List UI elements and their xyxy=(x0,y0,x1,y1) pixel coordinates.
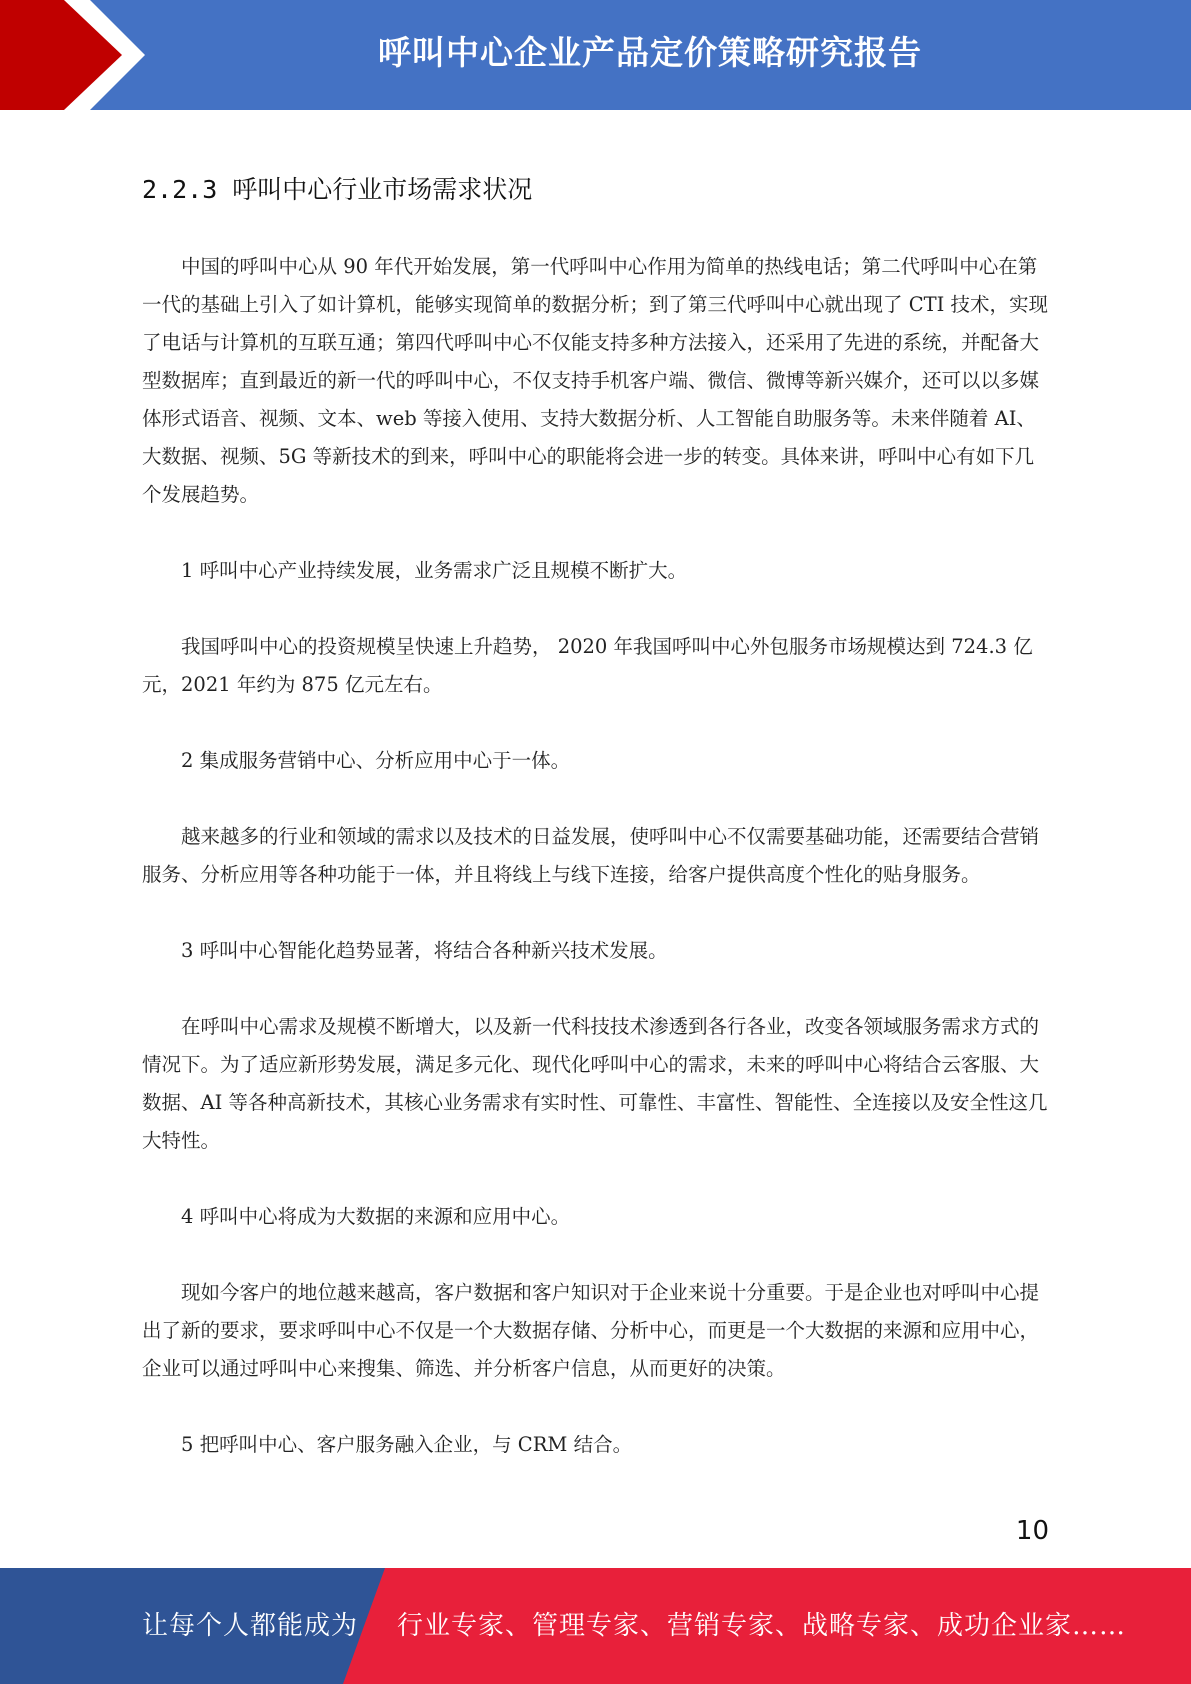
header-arrow-decoration xyxy=(0,0,150,110)
header-banner xyxy=(0,0,1191,110)
footer-slogan-right: 行业专家、管理专家、营销专家、战略专家、成功企业家…… xyxy=(397,1611,1127,1641)
trend-heading-4: 4 呼叫中心将成为大数据的来源和应用中心。 xyxy=(181,1205,571,1228)
trend-heading-3: 3 呼叫中心智能化趋势显著，将结合各种新兴技术发展。 xyxy=(181,939,668,962)
trend-heading-5: 5 把呼叫中心、客户服务融入企业，与 CRM 结合。 xyxy=(181,1433,633,1456)
paragraph-trend-1: 我国呼叫中心的投资规模呈快速上升趋势， 2020 年我国呼叫中心外包服务市场规模达到 724.3 亿元，2021 年约为 875 亿元左右。 xyxy=(142,635,1033,696)
body-content xyxy=(142,248,1050,1502)
paragraph-trend-3: 在呼叫中心需求及规模不断增大，以及新一代科技技术渗透到各行各业，改变各领域服务需求方式的情况下。为了适应新形势发展，满足多元化、现代化呼叫中心的需求，未来的呼叫中心将结合云客服、大数据、AI 等各种高新技术，其核心业务需求有实时性、可靠性、丰富性、智能性、全连接以及安全性这几大特性。 xyxy=(142,1015,1048,1152)
paragraph-intro: 中国的呼叫中心从 90 年代开始发展，第一代呼叫中心作用为简单的热线电话；第二代呼叫中心在第一代的基础上引入了如计算机，能够实现简单的数据分析；到了第三代呼叫中心就出现了 CTI 技术，实现了电话与计算机的互联互通；第四代呼叫中心不仅能支持多种方法接入，还采用了先进的系统，并配备大型数据库；直到最近的新一代的呼叫中心，不仅支持手机客户端、微信、微博等新兴媒介，还可以以多媒体形式语音、视频、文本、web 等接入使用、支持大数据分析、人工智能自助服务等。未来伴随着 AI、大数据、视频、5G 等新技术的到来，呼叫中心的职能将会进一步的转变。具体来讲，呼叫中心有如下几个发展趋势。 xyxy=(142,255,1049,506)
footer-banner xyxy=(0,1568,1191,1684)
trend-heading-2: 2 集成服务营销中心、分析应用中心于一体。 xyxy=(181,749,571,772)
footer-slogan-left: 让每个人都能成为 xyxy=(142,1611,359,1641)
paragraph-trend-2: 越来越多的行业和领域的需求以及技术的日益发展，使呼叫中心不仅需要基础功能，还需要结合营销服务、分析应用等各种功能于一体，并且将线上与线下连接，给客户提供高度个性化的贴身服务。 xyxy=(142,825,1040,886)
page-number: 10 xyxy=(1015,1516,1049,1546)
trend-heading-1: 1 呼叫中心产业持续发展，业务需求广泛且规模不断扩大。 xyxy=(181,559,688,582)
paragraph-trend-4: 现如今客户的地位越来越高，客户数据和客户知识对于企业来说十分重要。于是企业也对呼叫中心提出了新的要求，要求呼叫中心不仅是一个大数据存储、分析中心，而更是一个大数据的来源和应用中心，企业可以通过呼叫中心来搜集、筛选、并分析客户信息，从而更好的决策。 xyxy=(142,1281,1040,1380)
report-title: 呼叫中心企业产品定价策略研究报告 xyxy=(378,33,922,72)
section-heading: 2.2.3 呼叫中心行业市场需求状况 xyxy=(142,175,533,204)
